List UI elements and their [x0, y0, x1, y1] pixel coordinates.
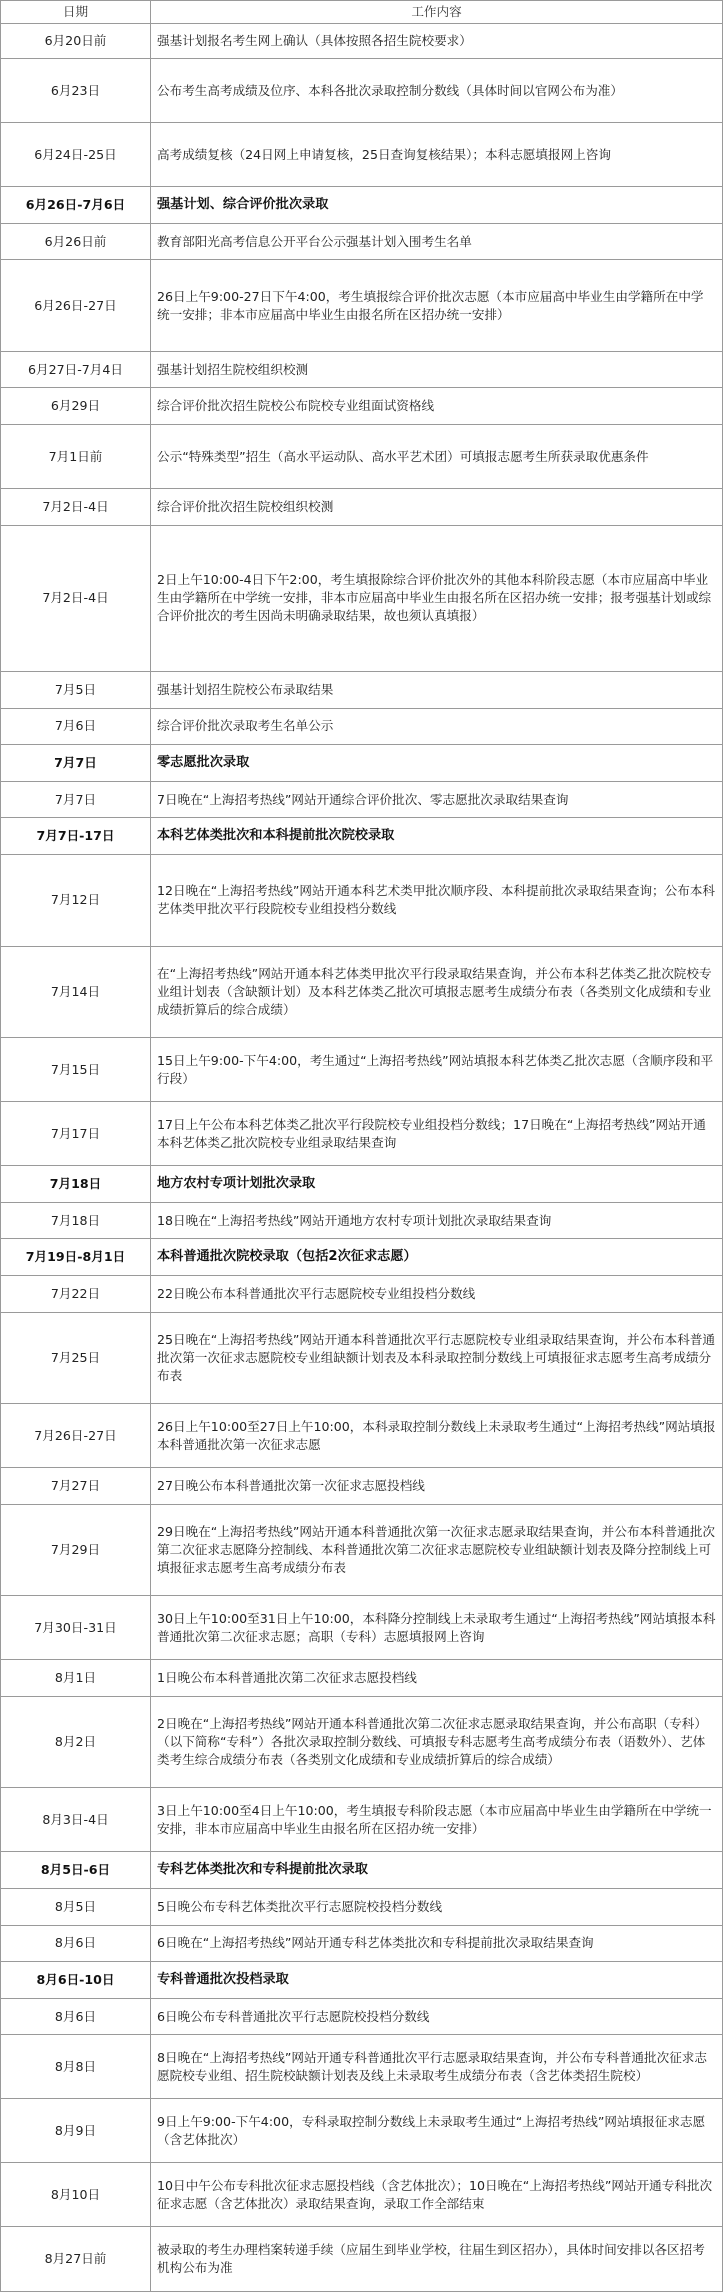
row-date: 7月29日: [1, 1504, 151, 1596]
table-row: [1, 1998, 723, 2035]
row-content: 专科普通批次投档录取: [151, 1962, 723, 1999]
table-row: [1, 525, 723, 671]
section-row: [1, 818, 723, 855]
table-row: [1, 781, 723, 818]
row-date: 6月20日前: [1, 24, 151, 59]
table-row: [1, 1888, 723, 1925]
row-content: 30日上午10:00至31日上午10:00，本科降分控制线上未录取考生通过“上海招考热线”网站填报本科普通批次第二次征求志愿；高职（专科）志愿填报网上咨询: [151, 1596, 723, 1660]
row-date: 7月15日: [1, 1038, 151, 1102]
row-date: 7月7日-17日: [1, 818, 151, 855]
table-row: [1, 855, 723, 947]
row-date: 7月30日-31日: [1, 1596, 151, 1660]
row-date: 7月2日-4日: [1, 525, 151, 671]
row-date: 6月26日-7月6日: [1, 187, 151, 224]
row-content: 地方农村专项计划批次录取: [151, 1166, 723, 1203]
row-content: 6日晚在“上海招考热线”网站开通专科艺体类批次和专科提前批次录取结果查询: [151, 1925, 723, 1962]
table-row: [1, 1468, 723, 1505]
table-row: [1, 24, 723, 59]
row-date: 7月14日: [1, 946, 151, 1038]
table-row: [1, 1038, 723, 1102]
table-row: [1, 1660, 723, 1697]
row-date: 8月5日: [1, 1888, 151, 1925]
row-date: 7月7日: [1, 745, 151, 782]
row-content: 本科普通批次院校录取（包括2次征求志愿）: [151, 1239, 723, 1276]
row-content: 9日上午9:00-下午4:00，专科录取控制分数线上未录取考生通过“上海招考热线”网站填报征求志愿（含艺体批次）: [151, 2099, 723, 2163]
row-content: 7日晚在“上海招考热线”网站开通综合评价批次、零志愿批次录取结果查询: [151, 781, 723, 818]
row-content: 综合评价批次招生院校组织校测: [151, 489, 723, 526]
table-row: [1, 1788, 723, 1852]
row-date: 6月24日-25日: [1, 123, 151, 187]
row-content: 综合评价批次录取考生名单公示: [151, 708, 723, 745]
row-date: 8月1日: [1, 1660, 151, 1697]
table-row: [1, 260, 723, 352]
row-date: 7月5日: [1, 672, 151, 709]
table-row: [1, 388, 723, 425]
row-date: 8月27日前: [1, 2227, 151, 2292]
table-row: [1, 425, 723, 489]
row-date: 7月22日: [1, 1275, 151, 1312]
table-row: [1, 1404, 723, 1468]
table-header-row: [1, 1, 723, 24]
row-date: 7月2日-4日: [1, 489, 151, 526]
row-date: 8月10日: [1, 2163, 151, 2227]
table-row: [1, 1102, 723, 1166]
header-date: 日期: [1, 1, 151, 24]
table-row: [1, 946, 723, 1038]
table-row: [1, 123, 723, 187]
row-date: 8月6日: [1, 1925, 151, 1962]
table-row: [1, 672, 723, 709]
section-row: [1, 187, 723, 224]
table-row: [1, 1696, 723, 1788]
row-content: 3日上午10:00至4日上午10:00，考生填报专科阶段志愿（本市应届高中毕业生由学籍所在中学统一安排，非本市应届高中毕业生由报名所在区招办统一安排）: [151, 1788, 723, 1852]
row-date: 7月12日: [1, 855, 151, 947]
row-content: 12日晚在“上海招考热线”网站开通本科艺术类甲批次顺序段、本科提前批次录取结果查询；公布本科艺体类甲批次平行段院校专业组投档分数线: [151, 855, 723, 947]
row-content: 2日上午10:00-4日下午2:00，考生填报除综合评价批次外的其他本科阶段志愿（本市应届高中毕业生由学籍所在中学统一安排，非本市应届高中毕业生由报名所在区招办统一安排；报考强基计划或综合评价批次的考生因尚未明确录取结果，故也须认真填报）: [151, 525, 723, 671]
row-content: 强基计划报名考生网上确认（具体按照各招生院校要求）: [151, 24, 723, 59]
row-date: 7月18日: [1, 1202, 151, 1239]
table-row: [1, 2227, 723, 2292]
row-content: 22日晚公布本科普通批次平行志愿院校专业组投档分数线: [151, 1275, 723, 1312]
row-content: 29日晚在“上海招考热线”网站开通本科普通批次第一次征求志愿录取结果查询，并公布本科普通批次第二次征求志愿降分控制线、本科普通批次第二次征求志愿院校专业组缺额计划表及降分控制线上可填报征求志愿考生高考成绩分布表: [151, 1504, 723, 1596]
row-content: 综合评价批次招生院校公布院校专业组面试资格线: [151, 388, 723, 425]
table-row: [1, 351, 723, 388]
row-content: 5日晚公布专科艺体类批次平行志愿院校投档分数线: [151, 1888, 723, 1925]
row-content: 17日上午公布本科艺体类乙批次平行段院校专业组投档分数线；17日晚在“上海招考热线”网站开通本科艺体类乙批次院校专业组录取结果查询: [151, 1102, 723, 1166]
row-date: 8月9日: [1, 2099, 151, 2163]
row-date: 8月8日: [1, 2035, 151, 2099]
row-content: 公布考生高考成绩及位序、本科各批次录取控制分数线（具体时间以官网公布为准）: [151, 59, 723, 123]
row-date: 8月5日-6日: [1, 1852, 151, 1889]
row-date: 7月27日: [1, 1468, 151, 1505]
table-row: [1, 1275, 723, 1312]
table-row: [1, 1596, 723, 1660]
row-date: 7月1日前: [1, 425, 151, 489]
row-content: 专科艺体类批次和专科提前批次录取: [151, 1852, 723, 1889]
row-content: 被录取的考生办理档案转递手续（应届生到毕业学校，往届生到区招办），具体时间安排以各区招考机构公布为准: [151, 2227, 723, 2292]
row-content: 26日上午9:00-27日下午4:00，考生填报综合评价批次志愿（本市应届高中毕业生由学籍所在中学统一安排；非本市应届高中毕业生由报名所在区招办统一安排）: [151, 260, 723, 352]
row-content: 6日晚公布专科普通批次平行志愿院校投档分数线: [151, 1998, 723, 2035]
row-date: 7月19日-8月1日: [1, 1239, 151, 1276]
table-row: [1, 1202, 723, 1239]
row-content: 强基计划招生院校公布录取结果: [151, 672, 723, 709]
row-date: 7月25日: [1, 1312, 151, 1404]
table-row: [1, 708, 723, 745]
table-row: [1, 2035, 723, 2099]
row-date: 8月6日-10日: [1, 1962, 151, 1999]
row-date: 6月23日: [1, 59, 151, 123]
table-row: [1, 1312, 723, 1404]
row-content: 零志愿批次录取: [151, 745, 723, 782]
row-content: 本科艺体类批次和本科提前批次院校录取: [151, 818, 723, 855]
row-date: 7月17日: [1, 1102, 151, 1166]
table-row: [1, 223, 723, 260]
row-date: 8月2日: [1, 1696, 151, 1788]
table-row: [1, 2163, 723, 2227]
row-date: 6月26日-27日: [1, 260, 151, 352]
section-row: [1, 1852, 723, 1889]
section-row: [1, 745, 723, 782]
section-row: [1, 1166, 723, 1203]
row-date: 6月26日前: [1, 223, 151, 260]
row-content: 10日中午公布专科批次征求志愿投档线（含艺体批次）；10日晚在“上海招考热线”网站开通专科批次征求志愿（含艺体批次）录取结果查询，录取工作全部结束: [151, 2163, 723, 2227]
row-content: 26日上午10:00至27日上午10:00，本科录取控制分数线上未录取考生通过“上海招考热线”网站填报本科普通批次第一次征求志愿: [151, 1404, 723, 1468]
table-row: [1, 2099, 723, 2163]
row-content: 15日上午9:00-下午4:00，考生通过“上海招考热线”网站填报本科艺体类乙批次志愿（含顺序段和平行段）: [151, 1038, 723, 1102]
table-row: [1, 489, 723, 526]
row-content: 1日晚公布本科普通批次第二次征求志愿投档线: [151, 1660, 723, 1697]
row-date: 7月18日: [1, 1166, 151, 1203]
row-content: 强基计划招生院校组织校测: [151, 351, 723, 388]
row-date: 6月29日: [1, 388, 151, 425]
table-row: [1, 59, 723, 123]
section-row: [1, 1239, 723, 1276]
row-content: 25日晚在“上海招考热线”网站开通本科普通批次平行志愿院校专业组录取结果查询，并公布本科普通批次第一次征求志愿院校专业组缺额计划表及本科录取控制分数线上可填报征求志愿考生高考成绩分布表: [151, 1312, 723, 1404]
row-date: 8月3日-4日: [1, 1788, 151, 1852]
row-content: 公示“特殊类型”招生（高水平运动队、高水平艺术团）可填报志愿考生所获录取优惠条件: [151, 425, 723, 489]
row-content: 强基计划、综合评价批次录取: [151, 187, 723, 224]
table-row: [1, 1504, 723, 1596]
row-date: 7月26日-27日: [1, 1404, 151, 1468]
row-content: 在“上海招考热线”网站开通本科艺体类甲批次平行段录取结果查询，并公布本科艺体类乙批次院校专业组计划表（含缺额计划）及本科艺体类乙批次可填报志愿考生成绩分布表（各类别文化成绩和专业成绩折算后的综合成绩）: [151, 946, 723, 1038]
row-content: 18日晚在“上海招考热线”网站开通地方农村专项计划批次录取结果查询: [151, 1202, 723, 1239]
table-row: [1, 1925, 723, 1962]
header-content: 工作内容: [151, 1, 723, 24]
row-date: 7月6日: [1, 708, 151, 745]
row-content: 高考成绩复核（24日网上申请复核，25日查询复核结果）；本科志愿填报网上咨询: [151, 123, 723, 187]
row-date: 6月27日-7月4日: [1, 351, 151, 388]
row-date: 8月6日: [1, 1998, 151, 2035]
row-content: 教育部阳光高考信息公开平台公示强基计划入围考生名单: [151, 223, 723, 260]
row-date: 7月7日: [1, 781, 151, 818]
row-content: 2日晚在“上海招考热线”网站开通本科普通批次第二次征求志愿录取结果查询，并公布高职（专科）（以下简称“专科”）各批次录取控制分数线、可填报专科志愿考生高考成绩分布表（语数外）、艺体类考生综合成绩分布表（各类别文化成绩和专业成绩折算后的综合成绩）: [151, 1696, 723, 1788]
row-content: 27日晚公布本科普通批次第一次征求志愿投档线: [151, 1468, 723, 1505]
row-content: 8日晚在“上海招考热线”网站开通专科普通批次平行志愿录取结果查询，并公布专科普通批次征求志愿院校专业组、招生院校缺额计划表及线上未录取考生成绩分布表（含艺体类招生院校）: [151, 2035, 723, 2099]
section-row: [1, 1962, 723, 1999]
